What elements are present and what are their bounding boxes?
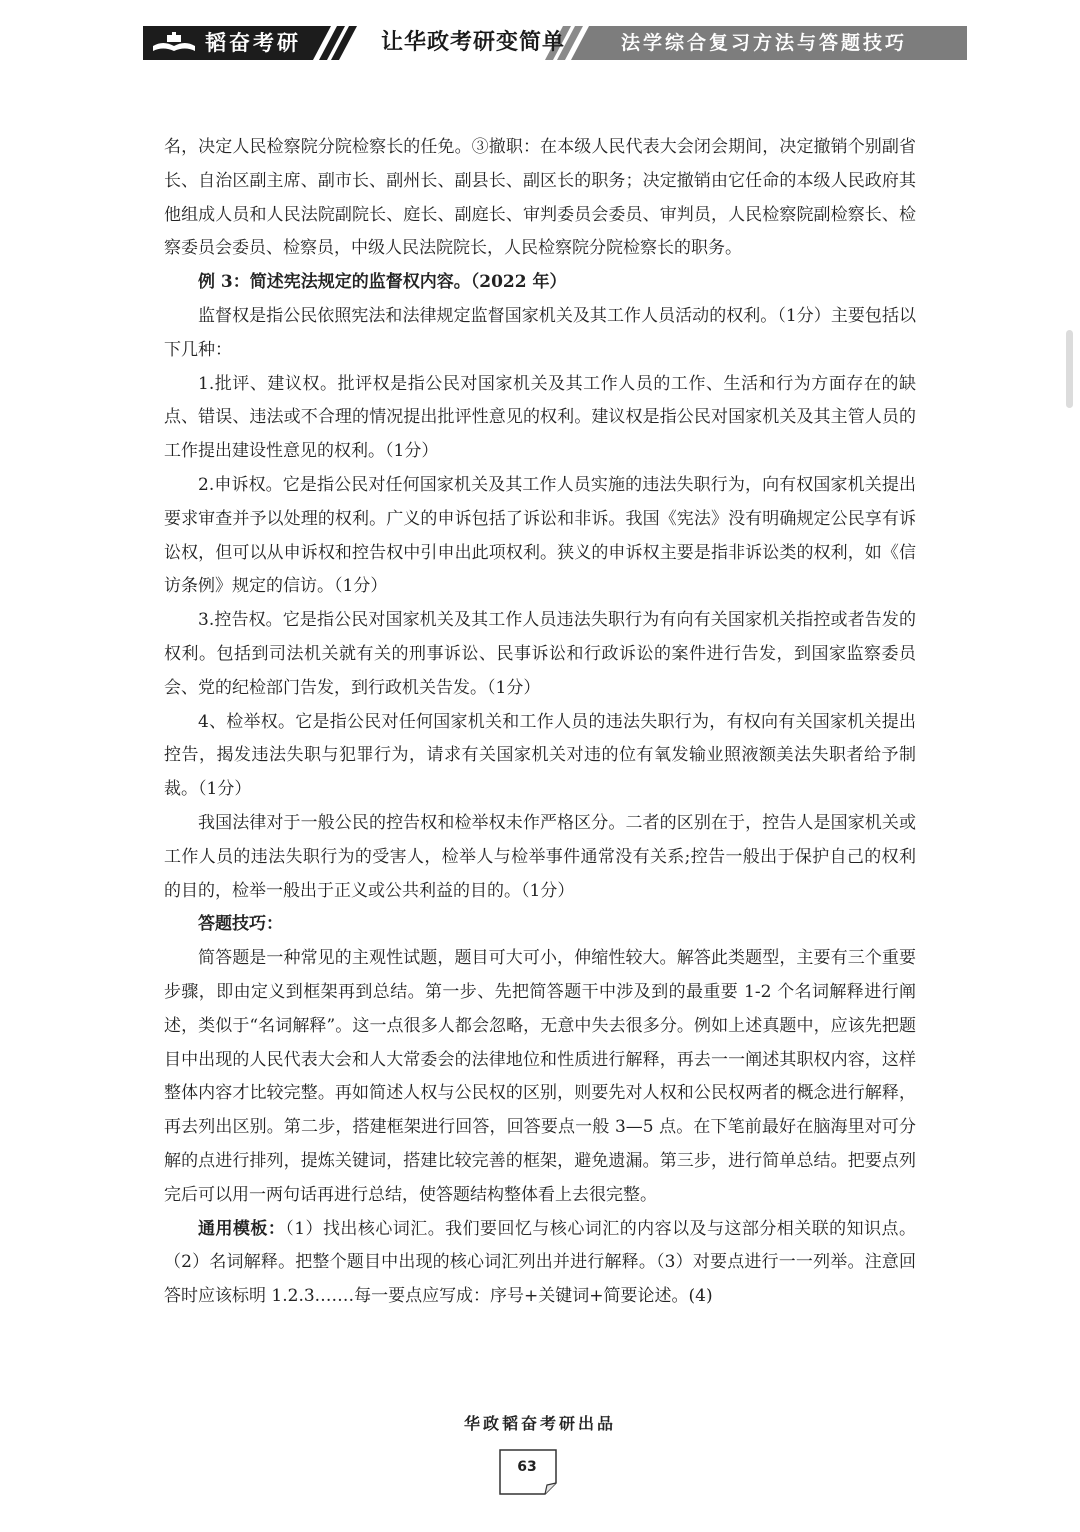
page-content xyxy=(164,131,916,1314)
page-header xyxy=(143,26,967,60)
template-label: 通用模板： xyxy=(198,1218,286,1239)
paragraph: 监督权是指公民依照宪法和法律规定监督国家机关及其工作人员活动的权利。（1分）主要包括以下几种： xyxy=(164,305,916,360)
header-title: 法学综合复习方法与答题技巧 xyxy=(621,32,908,54)
page-number: 63 xyxy=(517,1459,537,1475)
paragraph: 3.控告权。它是指公民对国家机关及其工作人员违法失职行为有向有关国家机关指控或者告发的权利。包括到司法机关就有关的刑事诉讼、民事诉讼和行政诉讼的案件进行告发，到国家监察委员会、党的纪检部门告发，到行政机关告发。（1分） xyxy=(164,610,916,698)
paragraph: 我国法律对于一般公民的控告权和检举权未作严格区分。二者的区别在于，控告人是国家机关或工作人员的违法失职行为的受害人，检举人与检举事件通常没有关系;控告一般出于保护自己的权利的目的，检举一般出于正义或公共利益的目的。（1分） xyxy=(164,812,916,901)
header-slogan: 让华政考研变简单 xyxy=(381,30,566,55)
page-number-box xyxy=(499,1449,559,1495)
paragraph: 名，决定人民检察院分院检察长的任免。③撤职：在本级人民代表大会闭会期间，决定撤销个别副省长、自治区副主席、副市长、副州长、副县长、副区长的职务；决定撤销由它任命的本级人民政府其他组成人员和人民法院副院长、庭长、副庭长、审判委员会委员、审判员，人民检察院副检察长、检察委员会委员、检察员，中级人民法院院长，人民检察院分院检察长的职务。 xyxy=(164,137,916,259)
paragraph: 1.批评、建议权。批评权是指公民对国家机关及其工作人员的工作、生活和行为方面存在的缺点、错误、违法或不合理的情况提出批评性意见的权利。建议权是指公民对国家机关及其主管人员的工作提出建设性意见的权利。（1分） xyxy=(164,373,916,462)
template-paragraph xyxy=(164,1213,916,1314)
template-text: （1）找出核心词汇。我们要回忆与核心词汇的内容以及与这部分相关联的知识点。（2）名词解释。把整个题目中出现的核心词汇列出并进行解释。（3）对要点进行一一列举。注意回答时应该标明 1.2.3.……每一要点应写成：序号+关键词+简要论述。(4) xyxy=(164,1218,916,1307)
paragraph: 简答题是一种常见的主观性试题，题目可大可小，伸缩性较大。解答此类题型，主要有三个重要步骤，即由定义到框架再到总结。第一步、先把简答题干中涉及到的最重要 1-2 个名词解释进行阐述，类似于“名词解释”。这一点很多人都会忽略，无意中失去很多分。例如上述真题中，应该先把题目中出现的人民代表大会和人大常委会的法律地位和性质进行解释，再去一一阐述其职权内容，这样整体内容才比较完整。再如简述人权与公民权的区别，则要先对人权和公民权两者的概念进行解释，再去列出区别。第二步，搭建框架进行回答，回答要点一般 3—5 点。在下笔前最好在脑海里对可分解的点进行排列，提炼关键词，搭建比较完善的框架，避免遗漏。第三步，进行简单总结。把要点列完后可以用一两句话再进行总结，使答题结构整体看上去很完整。 xyxy=(164,948,916,1205)
tips-heading: 答题技巧： xyxy=(198,914,283,935)
footer-publisher: 华政韬奋考研出品 xyxy=(463,1414,616,1433)
book-logo-icon xyxy=(151,32,197,54)
brand-name: 韬奋考研 xyxy=(205,30,301,55)
paragraph: 4、检举权。它是指公民对任何国家机关和工作人员的违法失职行为，有权向有关国家机关提出控告，揭发违法失职与犯罪行为，请求有关国家机关对违的位有氧发输业照液额美法失职者给予制裁。（1分） xyxy=(164,711,916,800)
example-heading: 例 3：简述宪法规定的监督权内容。（2022 年） xyxy=(198,272,567,293)
paragraph: 2.申诉权。它是指公民对任何国家机关及其工作人员实施的违法失职行为，向有权国家机关提出要求审查并予以处理的权利。广义的申诉包括了诉讼和非诉。我国《宪法》没有明确规定公民享有诉讼权，但可以从申诉权和控告权中引申出此项权利。狭义的申诉权主要是指非诉讼类的权利，如《信访条例》规定的信访。（1分） xyxy=(164,474,916,597)
scrollbar-thumb[interactable] xyxy=(1066,330,1073,408)
